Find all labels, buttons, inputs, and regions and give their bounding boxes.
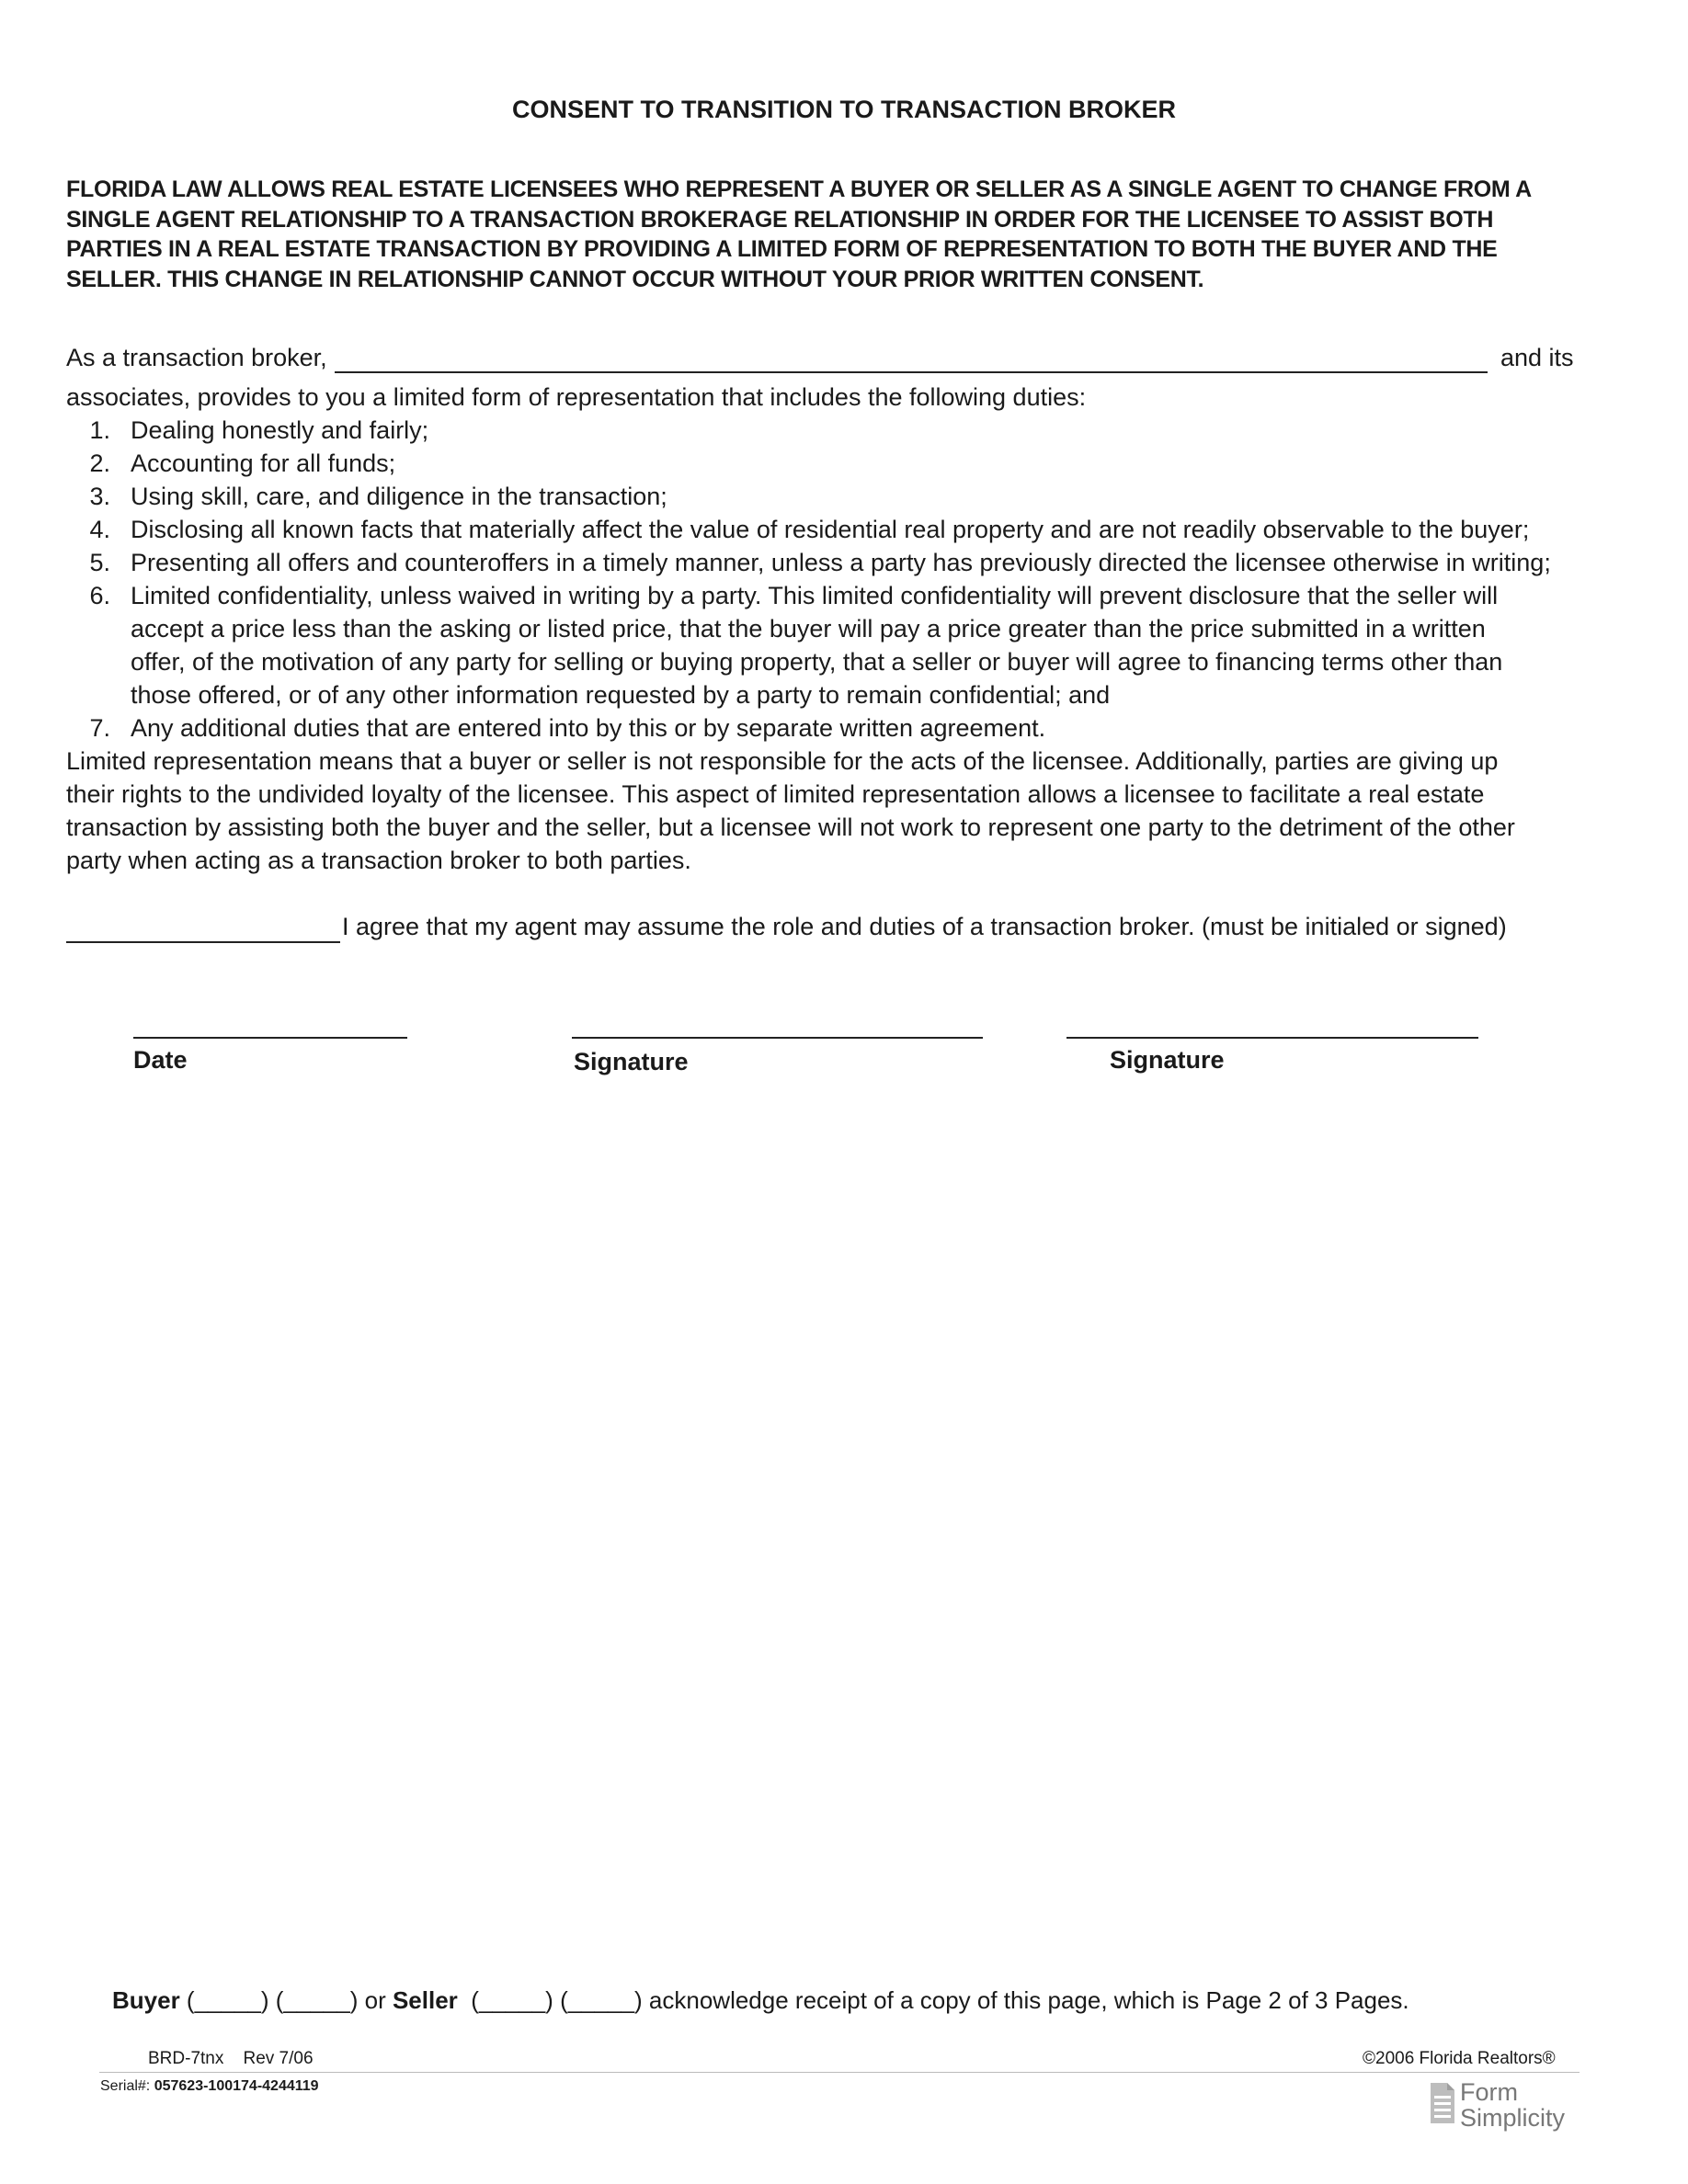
seller-label: Seller xyxy=(392,1986,458,2014)
broker-name-field[interactable] xyxy=(335,371,1488,373)
notice-line: SELLER. THIS CHANGE IN RELATIONSHIP CANNOT OCCUR WITHOUT YOUR PRIOR WRITTEN CONSENT. xyxy=(66,266,1204,292)
buyer-initials-blanks[interactable]: (_____) (_____) or xyxy=(179,1986,393,2014)
buyer-label: Buyer xyxy=(112,1986,180,2014)
intro-line: associates, provides to you a limited form of representation that includes the following duties: xyxy=(66,383,1087,411)
duty-number: 2. xyxy=(89,449,110,477)
intro-prefix: As a transaction broker, xyxy=(66,344,327,371)
duty-text: Any additional duties that are entered into by this or by separate written agreement. xyxy=(131,714,1046,742)
legal-notice xyxy=(66,175,1629,294)
duty-number: 1. xyxy=(89,416,110,444)
duty-text: Accounting for all funds; xyxy=(131,449,396,477)
document-icon xyxy=(1429,2081,1456,2125)
duty-text: Presenting all offers and counteroffers in a timely manner, unless a party has previously directed the licensee otherwise in writing; xyxy=(131,549,1551,576)
agreement-text: I agree that my agent may assume the role and duties of a transaction broker. (must be initialed or signed) xyxy=(342,913,1507,940)
initials-field[interactable] xyxy=(66,941,340,943)
seller-ack-text: (_____) (_____) acknowledge receipt of a copy of this page, which is Page 2 of 3 Pages. xyxy=(457,1986,1409,2014)
duty-number: 7. xyxy=(89,714,110,742)
limited-rep-line: transaction by assisting both the buyer and the seller, but a licensee will not work to represent one party to the detriment of the other xyxy=(66,813,1515,841)
intro-suffix: and its xyxy=(1500,344,1574,371)
limited-rep-line: Limited representation means that a buyer or seller is not responsible for the acts of the licensee. Additionally, parties are giving up xyxy=(66,747,1499,775)
serial-number xyxy=(100,2078,319,2095)
duty-text: accept a price less than the asking or listed price, that the buyer will pay a price greater than the price submitted in a written xyxy=(131,615,1486,643)
form-code: BRD-7tnx Rev 7/06 xyxy=(148,2049,314,2068)
duty-text: Using skill, care, and diligence in the transaction; xyxy=(131,483,667,510)
logo-line: Form xyxy=(1460,2078,1518,2106)
duty-text: those offered, or of any other information requested by a party to remain confidential; and xyxy=(131,681,1111,709)
duty-text: Dealing honestly and fairly; xyxy=(131,416,429,444)
signature-field[interactable] xyxy=(572,1037,983,1039)
serial-value: 057623-100174-4244119 xyxy=(154,2078,319,2094)
duty-text: Limited confidentiality, unless waived in writing by a party. This limited confidentiality will prevent disclosure that the seller will xyxy=(131,582,1499,609)
duty-number: 5. xyxy=(89,549,110,576)
serial-label: Serial#: xyxy=(100,2078,151,2094)
footer-divider xyxy=(99,2072,1580,2073)
copyright: ©2006 Florida Realtors® xyxy=(1363,2049,1556,2068)
form-simplicity-logo xyxy=(1460,2079,1565,2131)
duty-text: Disclosing all known facts that materially affect the value of residential real property and are not readily observable to the buyer; xyxy=(131,516,1530,543)
duty-number: 3. xyxy=(89,483,110,510)
notice-line: PARTIES IN A REAL ESTATE TRANSACTION BY PROVIDING A LIMITED FORM OF REPRESENTATION TO BOTH THE BUYER AND THE xyxy=(66,236,1498,262)
signature-label: Signature xyxy=(574,1048,689,1075)
duty-number: 4. xyxy=(89,516,110,543)
duty-text: offer, of the motivation of any party for selling or buying property, that a seller or buyer will agree to financing terms other than xyxy=(131,648,1503,676)
logo-line: Simplicity xyxy=(1460,2104,1566,2132)
notice-line: SINGLE AGENT RELATIONSHIP TO A TRANSACTION BROKERAGE RELATIONSHIP IN ORDER FOR THE LICENSEE TO ASSIST BOTH xyxy=(66,206,1494,233)
signature-field[interactable] xyxy=(1066,1037,1478,1039)
page-title: CONSENT TO TRANSITION TO TRANSACTION BROKER xyxy=(511,96,1176,123)
duty-number: 6. xyxy=(89,582,110,609)
date-field[interactable] xyxy=(133,1037,407,1039)
signature-label: Signature xyxy=(1110,1046,1225,1074)
limited-rep-line: their rights to the undivided loyalty of the licensee. This aspect of limited representation allows a licensee to facilitate a real estate xyxy=(66,780,1485,808)
notice-line: FLORIDA LAW ALLOWS REAL ESTATE LICENSEES WHO REPRESENT A BUYER OR SELLER AS A SINGLE AGENT TO CHANGE FROM A xyxy=(66,176,1532,202)
acknowledgment xyxy=(112,1986,1409,2015)
date-label: Date xyxy=(133,1046,188,1074)
limited-rep-line: party when acting as a transaction broker to both parties. xyxy=(66,847,691,874)
